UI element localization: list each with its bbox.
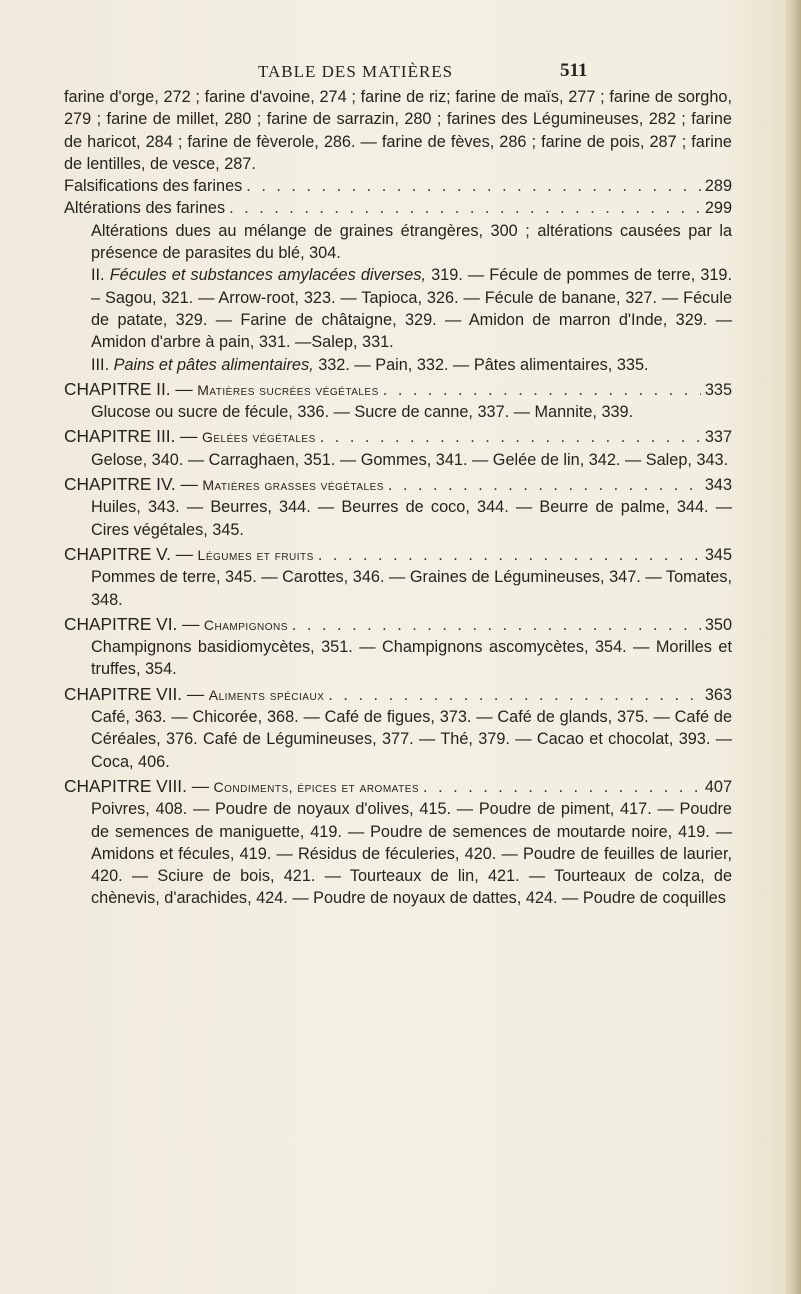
chapter-vi [64, 613, 732, 681]
chapter-heading [64, 775, 732, 798]
chapter-contents: Café, 363. — Chicorée, 368. — Café de figues, 373. — Café de glands, 375. — Café de Céréales, 376. Café de Légumineuses, 377. — Thé, 379. — Cacao et chocolat, 393. — Coca, 406. [91, 708, 732, 771]
page-edge [785, 0, 801, 1294]
chapter-heading [64, 378, 732, 401]
chapter-number: CHAPITRE VII. — [64, 683, 205, 704]
chapter-contents: Gelose, 340. — Carraghaen, 351. — Gommes, 341. — Gelée de lin, 342. — Salep, 343. [91, 450, 729, 469]
chapter-title: Condiments, épices et aromates [213, 778, 420, 795]
chapter-page: 345 [704, 545, 732, 564]
chapter-title: Matières sucrées végétales [197, 381, 379, 398]
section-ii-text: 319. — Fécule de pommes de terre, 319. – Sagou, 321. — Arrow-root, 323. — Tapioca, 326. — Fécule de banane, 327. — Fécule de patate, 329. — Farine de châtaigne, 329. — Amidon de marron d'Inde, 329. — Amidon d'arbre à pain, 331. —Salep, 331. [91, 266, 733, 352]
section-iii-title: Pains et pâtes alimentaires, [113, 355, 314, 374]
chapter-title: Aliments spéciaux [208, 686, 325, 703]
chapter-heading [64, 543, 732, 566]
alterations-paragraph: Altérations dues au mélange de graines étrangères, 300 ; altérations causées par la présence de parasites du blé, 304. [91, 221, 732, 263]
chapter-number: CHAPITRE VIII. — [64, 775, 209, 796]
leader-dots [318, 544, 701, 566]
toc-entry-falsifications [64, 175, 732, 197]
chapter-vii [64, 683, 732, 773]
chapter-heading [64, 683, 732, 706]
toc-entry-alterations [64, 197, 732, 219]
chapter-page: 407 [704, 777, 732, 796]
leader-dots [383, 379, 701, 401]
chapter-contents: Champignons basidiomycètes, 351. — Champignons ascomycètes, 354. — Morilles et truffes, 354. [91, 638, 732, 679]
section-ii-prefix: II. [91, 266, 105, 285]
section-iii-text: 332. — Pain, 332. — Pâtes alimentaires, 335. [318, 355, 649, 374]
chapter-title: Légumes et fruits [197, 546, 314, 563]
chapter-page: 343 [704, 476, 732, 495]
section-iii-paragraph [64, 354, 732, 376]
chapter-heading [64, 473, 732, 496]
leader-dots [292, 614, 701, 636]
chapter-page: 350 [704, 615, 732, 634]
continued-paragraph: farine d'orge, 272 ; farine d'avoine, 274 ; farine de riz; farine de maïs, 277 ; farine de sorgho, 279 ; farine de millet, 280 ; farine de sarrazin, 280 ; farines des Légumineuses, 282 ; farine de haricot, 284 ; farine de fèverole, 286. — farine de fèves, 286 ; farine de pois, 287 ; farine de lentilles, de vesce, 287. [64, 88, 732, 173]
chapter-heading [64, 613, 732, 636]
chapter-page: 337 [704, 428, 732, 447]
chapter-number: CHAPITRE V. — [64, 543, 194, 564]
chapter-contents: Pommes de terre, 345. — Carottes, 346. — Graines de Légumineuses, 347. — Tomates, 348. [91, 568, 732, 609]
toc-entry-page: 299 [704, 199, 732, 218]
page-number: 511 [560, 60, 588, 81]
leader-dots [229, 197, 701, 219]
chapter-title: Gelées végétales [202, 429, 316, 446]
chapter-number: CHAPITRE III. — [64, 426, 198, 447]
chapter-page: 363 [704, 685, 732, 704]
chapter-iii [64, 425, 732, 471]
chapter-iv [64, 473, 732, 541]
section-iii-prefix: III. [91, 355, 110, 374]
chapter-title: Matières grasses végétales [202, 477, 384, 494]
chapter-title: Champignons [203, 616, 288, 633]
chapter-heading [64, 425, 732, 448]
running-head [0, 60, 801, 82]
chapter-v [64, 543, 732, 611]
leader-dots [320, 426, 701, 448]
chapter-number: CHAPITRE VI. — [64, 613, 200, 634]
running-title: TABLE DES MATIÈRES [258, 62, 454, 81]
section-ii-title: Fécules et substances amylacées diverses, [109, 266, 427, 285]
table-of-contents [64, 86, 732, 910]
chapter-viii [64, 775, 732, 910]
chapter-page: 335 [704, 380, 732, 399]
toc-entry-label: Altérations des farines [64, 199, 226, 218]
chapter-contents: Poivres, 408. — Poudre de noyaux d'olives, 415. — Poudre de piment, 417. — Poudre de semences de maniguette, 419. — Poudre de semences de moutarde noire, 419. — Amidons et fécules, 419. — Résidus de féculeries, 420. — Poudre de feuilles de laurier, 420. — Sciure de bois, 421. — Tourteaux de lin, 421. — Tourteaux de colza, de chènevis, d'arachides, 424. — Poudre de noyaux de dattes, 424. — Poudre de coquilles [91, 800, 732, 908]
toc-entry-page: 289 [704, 177, 732, 196]
leader-dots [423, 776, 701, 798]
chapter-contents: Huiles, 343. — Beurres, 344. — Beurres de coco, 344. — Beurre de palme, 344. — Cires végétales, 345. [91, 498, 732, 539]
chapter-contents: Glucose ou sucre de fécule, 336. — Sucre de canne, 337. — Mannite, 339. [91, 403, 634, 422]
toc-entry-label: Falsifications des farines [64, 177, 243, 196]
chapter-number: CHAPITRE II. — [64, 378, 193, 399]
leader-dots [388, 474, 701, 496]
leader-dots [246, 175, 701, 197]
leader-dots [328, 684, 700, 706]
chapter-number: CHAPITRE IV. — [64, 474, 198, 495]
section-ii-paragraph [64, 264, 732, 353]
chapter-ii [64, 378, 732, 424]
